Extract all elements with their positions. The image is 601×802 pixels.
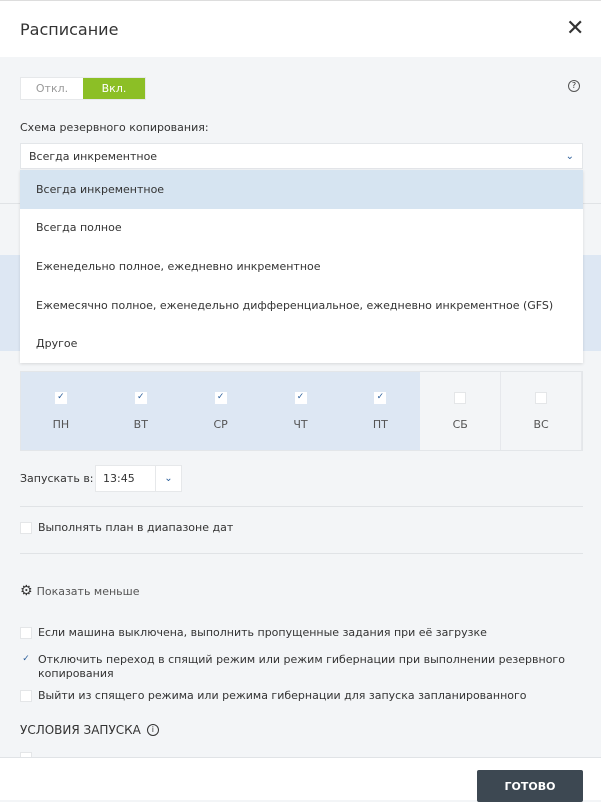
checkbox-checked[interactable]: ✓ bbox=[22, 654, 30, 664]
scheme-option[interactable]: Ежемесячно полное, еженедельно дифференциальное, ежедневно инкрементное (GFS) bbox=[36, 298, 554, 312]
day-label: СР bbox=[213, 417, 228, 431]
checkbox[interactable] bbox=[20, 690, 32, 702]
day-label: ЧТ bbox=[293, 417, 308, 431]
close-icon[interactable]: ✕ bbox=[566, 16, 585, 41]
scheme-option[interactable]: Всегда инкрементное bbox=[20, 170, 583, 209]
show-less-link[interactable] bbox=[20, 583, 140, 599]
toggle-on[interactable]: Вкл. bbox=[83, 78, 145, 99]
day-2[interactable] bbox=[181, 372, 261, 450]
info-icon[interactable]: i bbox=[147, 724, 159, 736]
scheme-value: Всегда инкрементное bbox=[29, 149, 158, 163]
date-range-checkbox[interactable] bbox=[20, 521, 580, 535]
divider bbox=[20, 506, 583, 507]
start-time-label: Запускать в: bbox=[20, 472, 94, 485]
divider bbox=[20, 553, 583, 554]
option-label: Выйти из спящего режима или режима гибернации для запуска запланированного bbox=[38, 689, 527, 702]
help-icon[interactable]: ? bbox=[568, 80, 580, 92]
weekday-selector bbox=[20, 371, 583, 451]
dialog-title: Расписание bbox=[20, 20, 119, 39]
checkbox[interactable] bbox=[454, 392, 466, 404]
conditions-heading bbox=[20, 723, 159, 737]
toggle-off[interactable]: Откл. bbox=[35, 82, 69, 95]
scheme-select[interactable] bbox=[20, 143, 583, 169]
checkbox[interactable] bbox=[20, 627, 32, 639]
day-0[interactable] bbox=[21, 372, 101, 450]
checkbox-checked[interactable]: ✓ bbox=[295, 392, 307, 404]
checkbox-checked[interactable]: ✓ bbox=[55, 392, 67, 404]
conditions-title: УСЛОВИЯ ЗАПУСКА bbox=[20, 723, 141, 737]
checkbox-checked[interactable]: ✓ bbox=[374, 392, 386, 404]
scheme-option[interactable]: Еженедельно полное, ежедневно инкрементное bbox=[36, 259, 321, 273]
option-label: Если машина выключена, выполнить пропущенные задания при её загрузке bbox=[38, 626, 487, 639]
option-checkbox[interactable] bbox=[20, 626, 580, 640]
day-label: ВТ bbox=[133, 417, 148, 431]
option-checkbox[interactable] bbox=[20, 689, 580, 703]
day-3[interactable] bbox=[261, 372, 341, 450]
start-time-value[interactable]: 13:45 bbox=[103, 472, 135, 485]
scheme-label: Схема резервного копирования: bbox=[20, 121, 209, 134]
day-label: ВС bbox=[533, 417, 549, 431]
chevron-down-icon: ⌄ bbox=[565, 150, 574, 162]
chevron-down-icon[interactable]: ⌄ bbox=[155, 466, 181, 491]
date-range-label: Выполнять план в диапазоне дат bbox=[38, 521, 234, 534]
scheme-dropdown bbox=[20, 170, 583, 363]
done-button[interactable]: ГОТОВО bbox=[477, 770, 583, 802]
scheme-option[interactable]: Другое bbox=[36, 337, 78, 351]
show-less-label: Показать меньше bbox=[36, 584, 140, 598]
day-4[interactable] bbox=[340, 372, 420, 450]
gear-icon: ⚙ bbox=[20, 583, 33, 599]
option-label: Отключить переход в спящий режим или режим гибернации при выполнении резервного копирования bbox=[38, 653, 565, 680]
day-label: ПТ bbox=[372, 417, 388, 431]
checkbox[interactable] bbox=[20, 522, 32, 534]
day-label: ПН bbox=[52, 417, 70, 431]
day-6[interactable] bbox=[501, 372, 582, 450]
day-label: СБ bbox=[452, 417, 468, 431]
schedule-toggle[interactable] bbox=[20, 77, 146, 100]
day-5[interactable] bbox=[420, 372, 501, 450]
day-1[interactable] bbox=[101, 372, 181, 450]
option-checkbox[interactable] bbox=[20, 653, 580, 681]
checkbox-checked[interactable]: ✓ bbox=[135, 392, 147, 404]
checkbox[interactable] bbox=[535, 392, 547, 404]
start-time-picker[interactable] bbox=[95, 465, 182, 492]
checkbox-checked[interactable]: ✓ bbox=[215, 392, 227, 404]
scheme-option[interactable]: Всегда полное bbox=[36, 221, 122, 235]
